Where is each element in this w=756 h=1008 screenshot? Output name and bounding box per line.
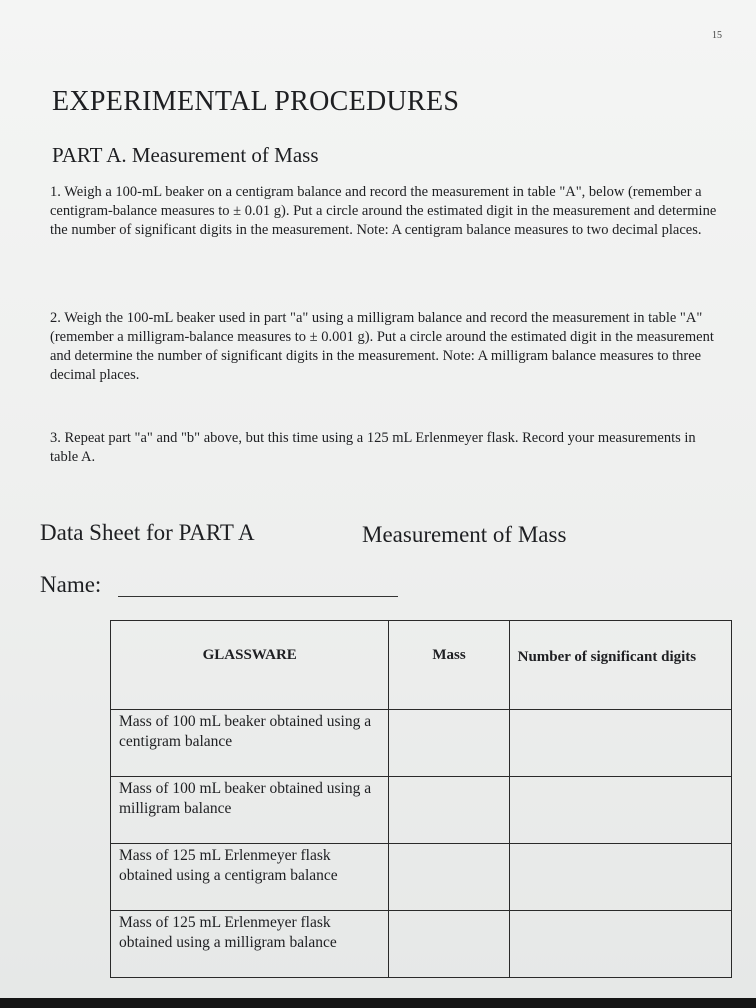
- glassware-cell: Mass of 125 mL Erlenmeyer flask obtained using a milligram balance: [111, 911, 389, 978]
- header-significant-digits: Number of significant digits: [509, 621, 731, 710]
- mass-cell[interactable]: [389, 777, 509, 844]
- significant-digits-cell[interactable]: [509, 844, 731, 911]
- header-glassware: GLASSWARE: [111, 621, 389, 710]
- mass-cell[interactable]: [389, 710, 509, 777]
- significant-digits-cell[interactable]: [509, 777, 731, 844]
- glassware-cell: Mass of 100 mL beaker obtained using a milligram balance: [111, 777, 389, 844]
- name-blank-line[interactable]: [118, 596, 398, 597]
- screen-bottom-edge: [0, 998, 756, 1008]
- table-header-row: [111, 621, 732, 710]
- data-sheet-subtitle: Measurement of Mass: [362, 522, 567, 547]
- table-row: [111, 911, 732, 978]
- procedure-step-1: 1. Weigh a 100-mL beaker on a centigram balance and record the measurement in table "A", below (remember a centigram-balance measures to ± 0.01 g). Put a circle around the estimated digit in the measurement and determine the number of significant digits in the measurement. Note: A centigram balance measures to two decimal places.: [50, 184, 717, 238]
- mass-cell[interactable]: [389, 911, 509, 978]
- table-row: [111, 844, 732, 911]
- name-label: Name:: [40, 572, 102, 597]
- part-title: PART A. Measurement of Mass: [52, 143, 319, 167]
- header-mass: Mass: [389, 621, 509, 710]
- mass-data-table: [110, 620, 732, 978]
- significant-digits-cell[interactable]: [509, 911, 731, 978]
- data-sheet-title: Data Sheet for PART A: [40, 520, 255, 545]
- table-row: [111, 710, 732, 777]
- significant-digits-cell[interactable]: [509, 710, 731, 777]
- mass-cell[interactable]: [389, 844, 509, 911]
- page-heading: EXPERIMENTAL PROCEDURES: [52, 86, 460, 117]
- table-row: [111, 777, 732, 844]
- glassware-cell: Mass of 125 mL Erlenmeyer flask obtained using a centigram balance: [111, 844, 389, 911]
- page-number: 15: [712, 30, 722, 41]
- glassware-cell: Mass of 100 mL beaker obtained using a centigram balance: [111, 710, 389, 777]
- procedure-step-3: 3. Repeat part "a" and "b" above, but this time using a 125 mL Erlenmeyer flask. Record your measurements in table A.: [50, 430, 696, 465]
- procedure-step-2: 2. Weigh the 100-mL beaker used in part "a" using a milligram balance and record the measurement in table "A" (remember a milligram-balance measures to ± 0.001 g). Put a circle around the estimated digit in the measurement and determine the number of significant digits in the measurement. Note: A milligram balance measures to three decimal places.: [50, 310, 714, 383]
